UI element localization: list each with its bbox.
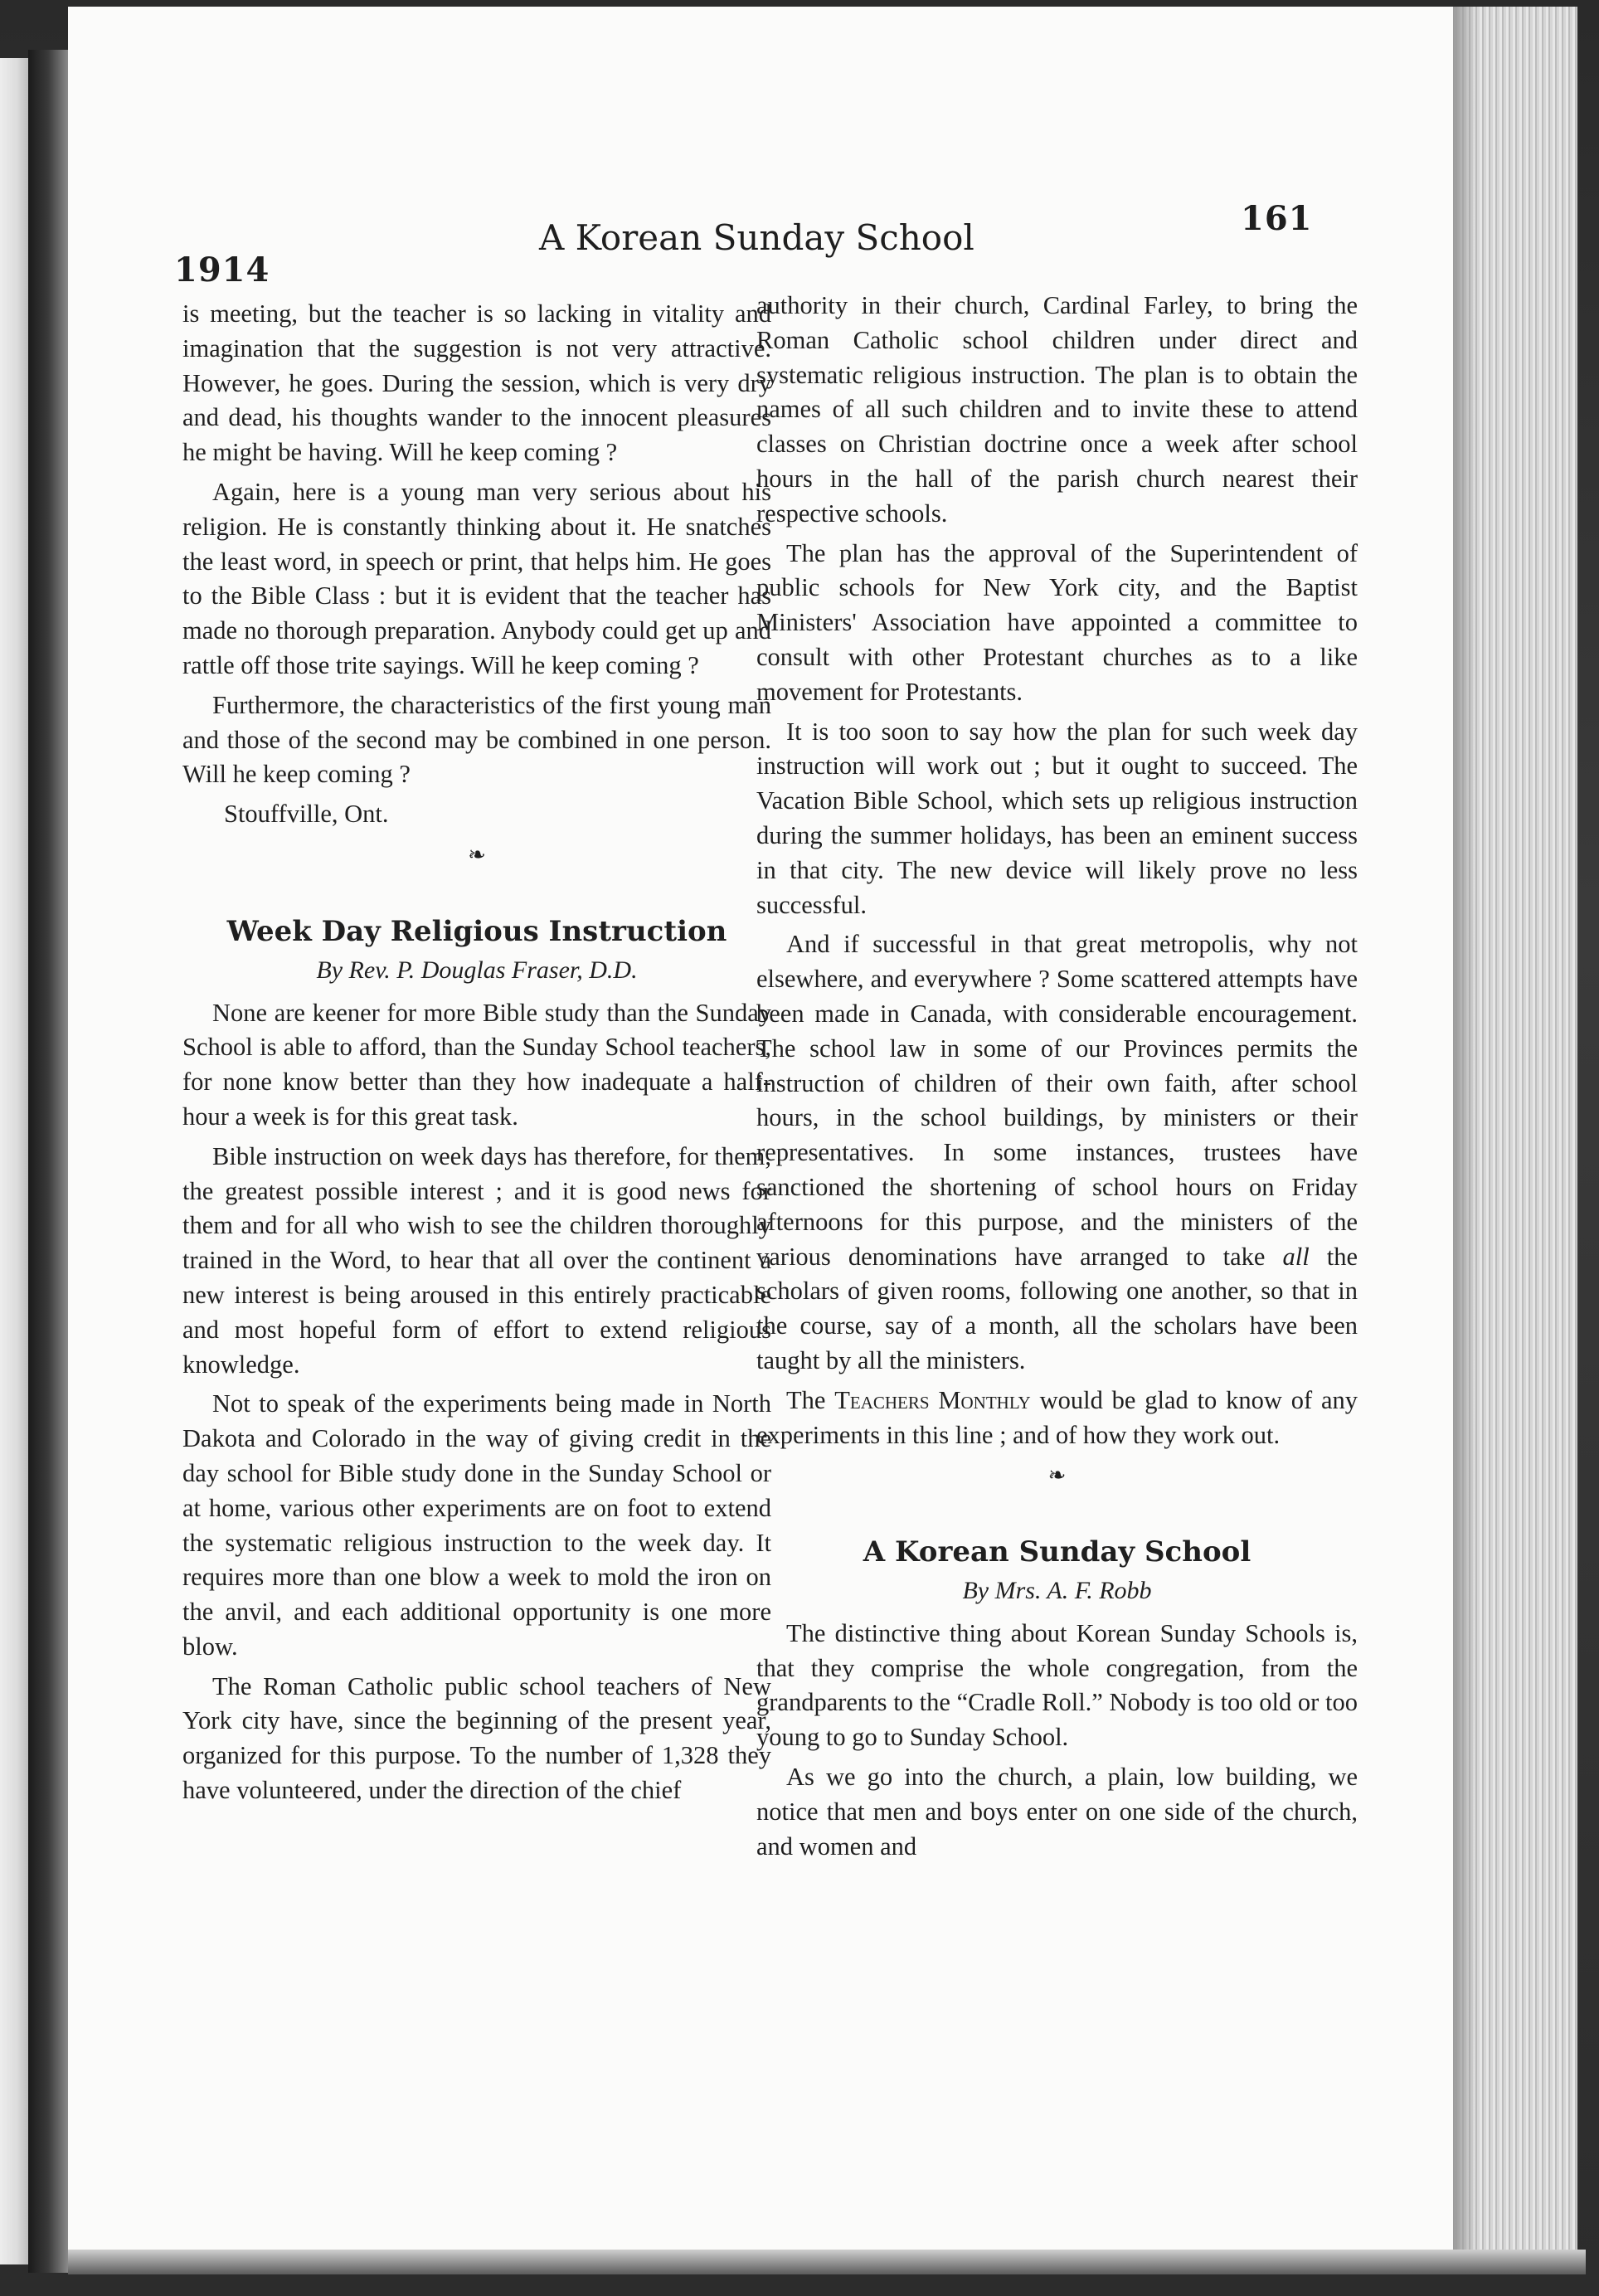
left-paragraph: Again, here is a young man very serious about his religion. He is constantly thinking about it. He snatches the least word, in speech or print, that helps him. He goes to the Bible Class : but it is evident that the teacher has made no thorough preparation. Anybody could get up and rattle off those trite sayings. Will he keep coming ?: [182, 477, 771, 679]
article-title: A Korean Sunday School: [863, 1535, 1251, 1569]
section-ornament: ❧: [1047, 1463, 1067, 1488]
book-gutter: [28, 50, 68, 2273]
right-paragraph: It is too soon to say how the plan for such week day instruction will work out ; but it ought to succeed. The Vacation Bible School, which sets up religious instruction during the summer holidays, has been an eminent success in that city. The new device will likely prove no less successful.: [756, 717, 1358, 919]
article-byline: By Mrs. A. F. Robb: [962, 1577, 1152, 1605]
page-stack-shadow: [1453, 7, 1478, 2263]
right-paragraph: The plan has the approval of the Superintendent of public schools for New York city, and the Baptist Ministers' Association have appointed a committee to consult with other Protestant churches as to a like movement for Protestants.: [756, 538, 1358, 706]
right-column: [756, 289, 1358, 1869]
paragraph-text: the scholars of given rooms, following one another, so that in the course, say of a month, all the scholars have been taught by all the ministers.: [756, 1242, 1358, 1374]
right-paragraph: [756, 927, 1358, 1378]
running-title: A Korean Sunday School: [539, 217, 974, 258]
article-title: Week Day Religious Instruction: [226, 914, 727, 948]
dateline-place: Stouffville, Ont.: [224, 800, 389, 829]
article-byline: By Rev. P. Douglas Fraser, D.D.: [316, 956, 638, 984]
magazine-name: Teachers Monthly: [834, 1385, 1031, 1414]
article-paragraph: None are keener for more Bible study than the Sunday School is able to afford, than the Sunday School teachers, for none know better than they how inadequate a half-hour a week is for this great task.: [182, 998, 771, 1131]
left-paragraph: Furthermore, the characteristics of the first young man and those of the second may be combined in one person. Will he keep coming ?: [182, 690, 771, 789]
paragraph-text: The: [786, 1385, 826, 1414]
right-continued-paragraph: authority in their church, Cardinal Farley, to bring the Roman Catholic school children under direct and systematic religious instruction. The plan is to obtain the names of all such children and to invite these to attend classes on Christian doctrine once a week after school hours in the hall of the parish church nearest their respective schools.: [756, 291, 1358, 528]
page-number: 161: [1241, 199, 1313, 238]
emphasis-word: all: [1282, 1242, 1310, 1271]
left-continued-paragraph: is meeting, but the teacher is so lacking in vitality and imagination that the suggestion is not very attractive. However, he goes. During the session, which is very dry and dead, his thoughts wander to the innocent pleasures he might be having. Will he keep coming ?: [182, 299, 771, 467]
left-column: [182, 297, 771, 1813]
running-header: [108, 199, 1313, 299]
page-bottom-edge: [68, 2250, 1586, 2274]
paragraph-text: And if successful in that great metropolis, why not elsewhere, and everywhere ? Some scattered attempts have been made in Canada, with considerable encouragement. The school law in some of our Provinces permits the instruction of children of their own faith, after school hours, in the school buildings, by ministers or their representatives. In some instances, trustees have sanctioned the shortening of school hours on Friday afternoons for this purpose, and the ministers of the various denominations have arranged to take: [756, 930, 1358, 1271]
paragraph-text: would be glad to know of any experiments in this line ; and of how they work out.: [756, 1385, 1358, 1449]
header-year: 1914: [174, 251, 270, 289]
article-paragraph: The distinctive thing about Korean Sunday Schools is, that they comprise the whole congregation, from the grandparents to the “Cradle Roll.” Nobody is too old or too young to go to Sunday School.: [756, 1618, 1358, 1752]
article-paragraph: The Roman Catholic public school teachers of New York city have, since the beginning of the present year, organized for this purpose. To the number of 1,328 they have volunteered, under the direction of the chief: [182, 1671, 771, 1805]
facing-page-edge: [0, 58, 28, 2264]
right-paragraph: [756, 1384, 1358, 1453]
article-paragraph: Bible instruction on week days has therefore, for them, the greatest possible interest ; and it is good news for them and for all who wish to see the children thoroughly trained in the Word, to hear that all over the continent a new interest is being aroused in this entirely practicable and most hopeful form of effort to extend religious knowledge.: [182, 1141, 771, 1379]
article-paragraph: Not to speak of the experiments being made in North Dakota and Colorado in the way of giving credit in the day school for Bible study done in the Sunday School or at home, various other experiments are on foot to extend the systematic religious instruction to the week day. It requires more than one blow a week to mold the iron on the anvil, and each additional opportunity is one more blow.: [182, 1389, 771, 1661]
article-paragraph: As we go into the church, a plain, low building, we notice that men and boys enter on one side of the church, and women and: [756, 1763, 1358, 1861]
section-ornament: ❧: [468, 842, 486, 867]
